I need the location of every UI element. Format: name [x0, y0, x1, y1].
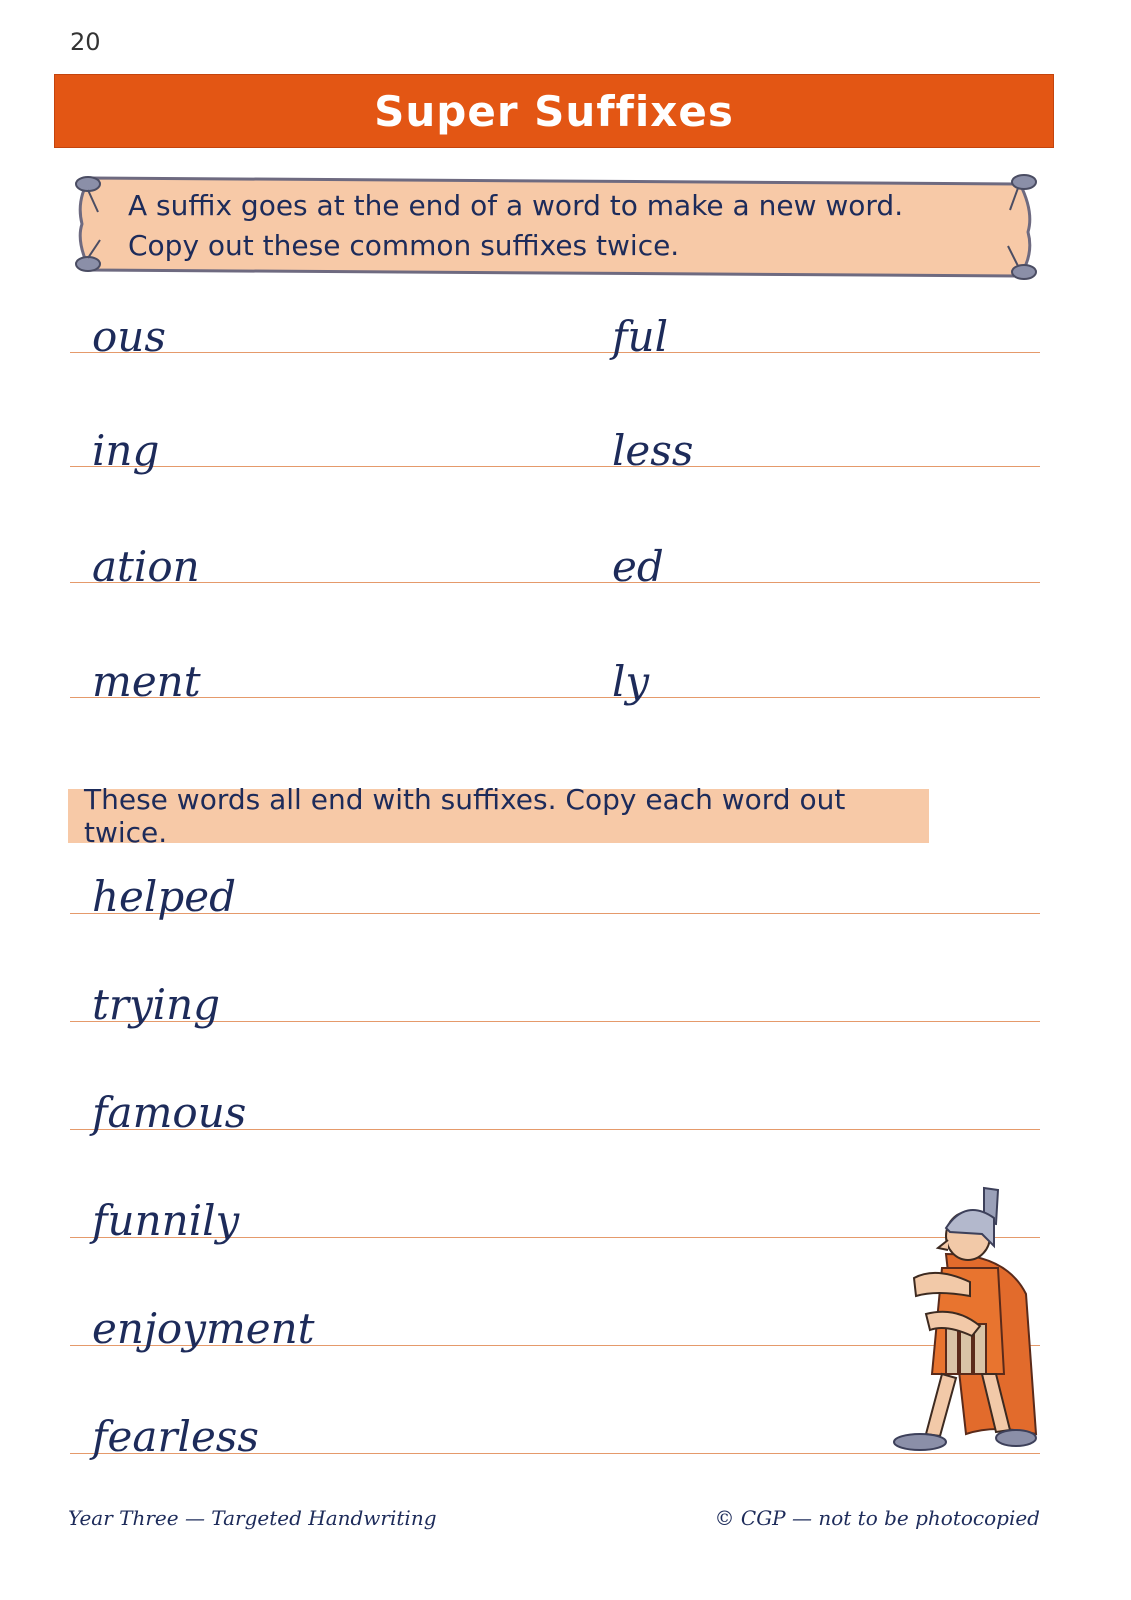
roman-soldier-icon: [886, 1184, 1046, 1456]
footer-left: Year Three — Targeted Handwriting: [68, 1506, 437, 1530]
page-title: Super Suffixes: [374, 86, 734, 136]
instruction-box: [68, 783, 929, 849]
suffix-ly: ly: [612, 657, 650, 706]
intro-line-2: Copy out these common suffixes twice.: [128, 229, 680, 262]
suffix-ment: ment: [92, 657, 201, 706]
rule-line: [70, 582, 1040, 583]
word-enjoyment: enjoyment: [92, 1304, 315, 1353]
suffix-ed: ed: [612, 542, 664, 591]
rule-line: [70, 352, 1040, 353]
suffix-less: less: [612, 426, 694, 475]
footer-right: © CGP — not to be photocopied: [714, 1506, 1040, 1530]
title-bar: [54, 74, 1054, 148]
intro-scroll: [72, 172, 1042, 282]
word-fearless: fearless: [92, 1412, 259, 1461]
suffix-ous: ous: [92, 312, 166, 361]
rule-line: [70, 466, 1040, 467]
rule-line: [70, 697, 1040, 698]
intro-line-1: A suffix goes at the end of a word to make a new word.: [128, 189, 904, 222]
page-number: 20: [70, 28, 101, 56]
word-trying: trying: [92, 980, 221, 1029]
word-famous: famous: [92, 1088, 247, 1137]
suffix-ful: ful: [612, 312, 669, 361]
suffix-ing: ing: [92, 426, 160, 475]
instruction-text: These words all end with suffixes. Copy each word out twice.: [84, 783, 846, 849]
suffix-ation: ation: [92, 542, 200, 591]
word-funnily: funnily: [92, 1196, 240, 1245]
word-helped: helped: [92, 872, 236, 921]
